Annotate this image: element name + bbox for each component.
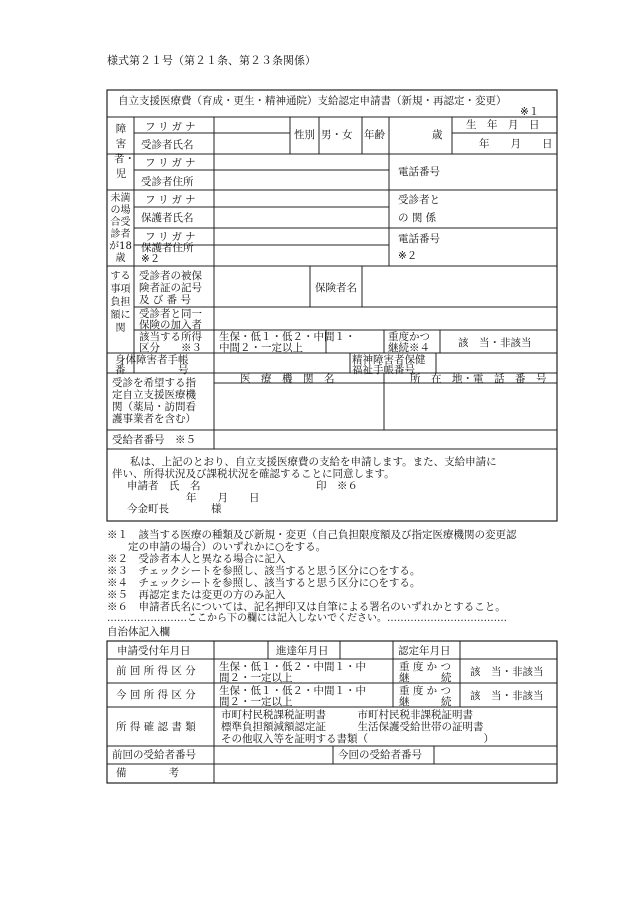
note-6: ※６ 申請者氏名については、記名押印又は自筆による署名のいずれかとすること。	[107, 601, 506, 613]
admin-current-applicable: 該 当・非該当	[470, 690, 544, 702]
disability-book-label-2: 番 号	[115, 364, 189, 376]
admin-docs-line-1: 市町村民税課税証明書 市町村民税非課税証明書	[221, 709, 473, 721]
severe-label-1: 重度かつ	[388, 331, 430, 343]
admin-docs-line-3: その他収入等を証明する書類（ ）	[221, 733, 494, 745]
guardian-name-label: 保護者氏名	[141, 212, 194, 224]
admin-prev-income-opt-2: 間２・一定以上	[219, 672, 293, 684]
admin-remarks: 備 考	[116, 767, 179, 779]
income-class-label-2: 区分 ※３	[139, 342, 202, 354]
recipient-number-label: 受給者番号 ※５	[112, 434, 196, 446]
title-note-mark: ※１	[520, 106, 540, 118]
income-class-label-1: 該当する所得	[139, 331, 202, 343]
relation-label-2: の 関 係	[398, 212, 437, 224]
form-title: 自立支援医療費（育成・更生・精神通院）支給認定申請書（新規・再認定・変更）	[118, 95, 507, 107]
furigana-label-3: フリガナ	[145, 194, 199, 206]
phone2-label: 電話番号	[398, 233, 440, 245]
furigana-label-4: フリガナ	[145, 231, 199, 243]
note-5: ※５ 再認定または変更の方のみ記入	[107, 589, 286, 601]
phone2-note: ※２	[398, 250, 418, 262]
insurance-label-3: 及 び 番 号	[139, 294, 192, 306]
income-options-1[interactable]: 生保・低１・低２・中間１・	[219, 331, 356, 343]
admin-prev-income-opt-1: 生保・低１・低２・中間１・中	[219, 661, 366, 673]
guardian-address-label: 保護者住所	[141, 242, 194, 254]
hospital-label-1: 受診を希望する指	[112, 377, 196, 389]
age-label: 年齢	[364, 129, 385, 141]
note-2: ※２ 受診者本人と異なる場合に記入	[107, 553, 286, 565]
insurance-label-2: 険者証の記号	[139, 282, 202, 294]
admin-prev-severe-2: 継 続	[399, 672, 452, 684]
note-1: ※１ 該当する医療の種類及び新規・変更（自己負担限度額及び指定医療機関の変更認	[107, 529, 517, 541]
same-insurance-label-2: 保険の加入者	[139, 319, 202, 331]
admin-section-title: 自治体記入欄	[107, 626, 170, 638]
birth-date-field[interactable]: 年 月 日	[479, 138, 553, 150]
admin-prev-number: 前回の受給者番号	[112, 749, 196, 761]
admin-current-income-opt-1: 生保・低１・低２・中間１・中	[219, 685, 366, 697]
cut-line: ……………………ここから下の欄には記入しないでください。………………………………	[107, 613, 507, 624]
furigana-label-2: フリガナ	[145, 157, 199, 169]
insurance-label-1: 受診者の被保	[139, 270, 202, 282]
hospital-label-3: 関（薬局・訪問看	[112, 401, 196, 413]
admin-current-income-label: 今 回 所 得 区 分	[116, 689, 196, 701]
hospital-label-4: 護事業者を含む）	[112, 413, 196, 425]
furigana-label-1: フリガナ	[145, 121, 199, 133]
birth-date-header: 生 年 月 日	[466, 119, 540, 131]
declaration-line-2: 伴い、所得状況及び課税状況を確認することに同意します。	[112, 468, 395, 480]
form-number: 様式第２１号（第２１条、第２３条関係）	[107, 54, 316, 67]
admin-approval-date: 認定年月日	[398, 645, 451, 657]
income-options-2[interactable]: 中間２・一定以上	[219, 342, 303, 354]
admin-current-number: 今回の受給者番号	[338, 749, 422, 761]
section-guardian-label: 未満の場合受診者が18歳	[109, 193, 132, 264]
same-insurance-label-1: 受診者と同一	[139, 308, 202, 320]
note-1b: 定の申請の場合）のいずれかに○をする。	[107, 541, 327, 553]
admin-docs-label: 所 得 確 認 書 類	[116, 721, 196, 733]
admin-prev-applicable: 該 当・非該当	[470, 666, 544, 678]
admin-received-date: 申請受付年月日	[117, 645, 191, 657]
phone-label: 電話番号	[398, 166, 440, 178]
section-burden-label: する事項負担額に関	[110, 271, 131, 334]
admin-progress-date: 進達年月日	[276, 645, 329, 657]
insurer-label: 保険者名	[315, 282, 357, 294]
sex-options[interactable]: 男・女	[321, 129, 353, 141]
date-line[interactable]: 年 月 日	[186, 492, 260, 504]
admin-prev-severe-1: 重 度 か つ	[399, 661, 452, 673]
admin-docs-line-2: 標準負担額減額認定証 生活保護受給世帯の証明書	[221, 721, 484, 733]
admin-current-income-opt-2: 間２・一定以上	[219, 696, 293, 708]
patient-address-label: 受診者住所	[141, 176, 194, 188]
guardian-address-note: ※２	[141, 253, 161, 265]
hospital-label-2: 定自立支援医療機	[112, 389, 196, 401]
admin-current-severe-2: 継 続	[399, 696, 452, 708]
section-patient-label: 障害者・児	[114, 123, 135, 180]
relation-label-1: 受診者と	[398, 194, 440, 206]
hospital-address-header: 所 在 地・電 話 番 号	[410, 373, 547, 385]
mental-book-label-2: 福祉手帳番号	[352, 364, 415, 376]
disability-book-label-1: 身体障害者手帳	[115, 354, 189, 366]
admin-prev-income-label: 前 回 所 得 区 分	[116, 665, 196, 677]
note-4: ※４ チェックシートを参照し、該当すると思う区分に○をする。	[107, 577, 421, 589]
age-unit: 歳	[432, 129, 443, 141]
mental-book-label-1: 精神障害者保健	[352, 354, 426, 366]
declaration-line-1: 私は、上記のとおり、自立支援医療費の支給を申請します。また、支給申請に	[130, 456, 497, 468]
sex-label: 性別	[294, 129, 315, 141]
addressee-line: 今金町長 様	[127, 503, 222, 515]
applicant-line[interactable]: 申請者 氏 名 印 ※６	[127, 480, 358, 492]
applicable-options[interactable]: 該 当・非該当	[458, 337, 532, 349]
severe-label-2: 継続※４	[388, 342, 430, 354]
hospital-name-header: 医 療 機 関 名	[240, 373, 335, 385]
patient-name-label: 受診者氏名	[141, 139, 194, 151]
admin-current-severe-1: 重 度 か つ	[399, 685, 452, 697]
note-3: ※３ チェックシートを参照し、該当すると思う区分に○をする。	[107, 565, 421, 577]
